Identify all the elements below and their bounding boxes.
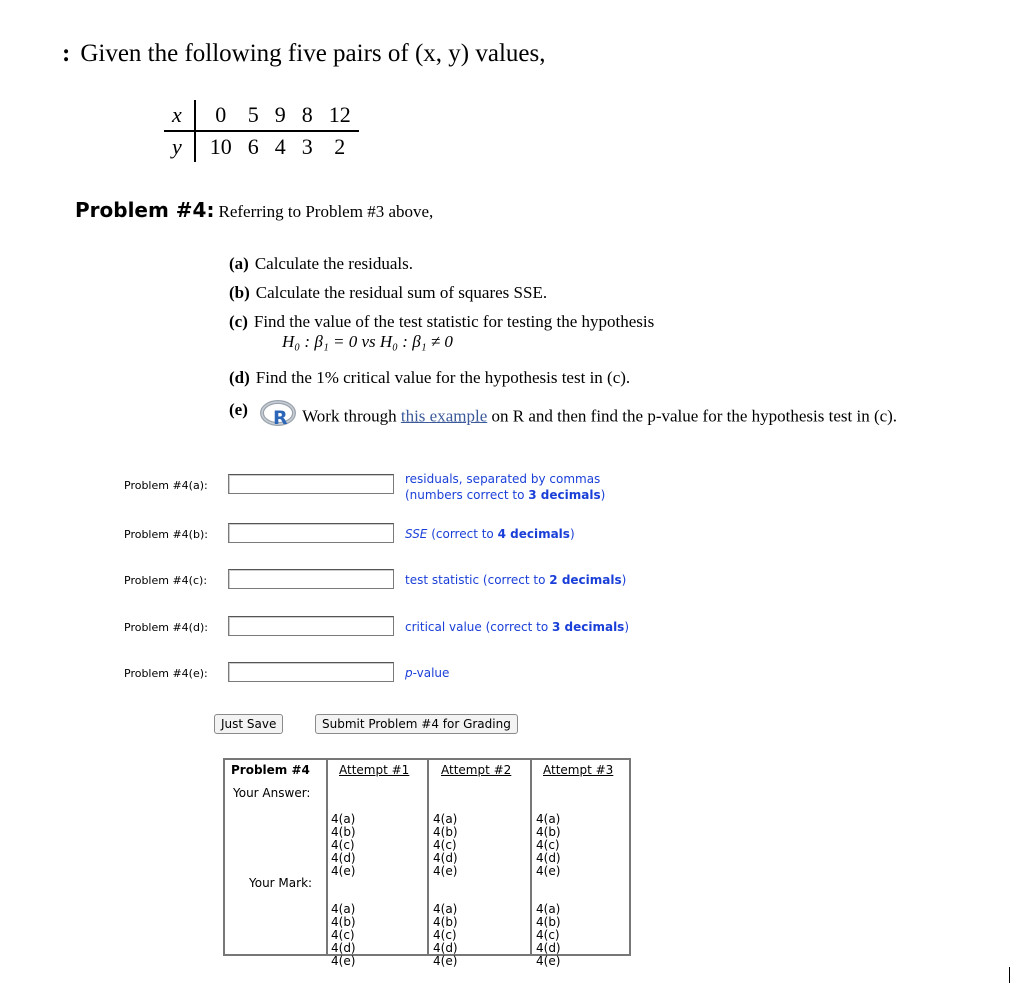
list-item: 4(e): [331, 954, 356, 968]
y-value: 2: [334, 134, 346, 159]
list-item: 4(e): [536, 954, 561, 968]
list-item: 4(d): [536, 941, 561, 955]
xy-table: [164, 100, 359, 162]
attempt-3-marks: [536, 877, 561, 994]
hint-4a-line1: residuals, separated by commas: [405, 472, 601, 486]
list-item: 4(b): [433, 825, 458, 839]
answer-label-4d: Problem #4(d):: [124, 621, 208, 634]
list-item: 4(e): [433, 864, 458, 878]
list-item: 4(c): [331, 928, 355, 942]
problem-heading: [75, 198, 433, 222]
part-d-text: Find the 1% critical value for the hypothesis test in (c).: [255, 368, 631, 387]
list-item: 4(d): [433, 941, 458, 955]
attempt-1-header: Attempt #1: [339, 763, 410, 777]
attempts-table: [223, 758, 631, 968]
list-item: 4(a): [536, 812, 561, 826]
list-item: 4(a): [433, 902, 458, 916]
intro-sentence: Given the following five pairs of (x, y) values,: [80, 40, 546, 67]
x-value: 8: [294, 100, 321, 131]
x-value: 9: [267, 100, 294, 131]
hint-4a-line2: (numbers correct to 3 decimals): [405, 488, 606, 502]
problem-description: Referring to Problem #3 above,: [218, 202, 434, 221]
answer-input-4a[interactable]: [228, 474, 394, 494]
attempt-2-marks: [433, 877, 458, 994]
part-a: [229, 254, 413, 274]
attempt-2-header: Attempt #2: [441, 763, 512, 777]
list-item: 4(c): [331, 838, 355, 852]
part-c-label: (c): [229, 312, 248, 331]
answer-label-4b: Problem #4(b):: [124, 528, 208, 541]
this-example-link[interactable]: this example: [400, 406, 488, 426]
list-item: 4(c): [536, 928, 560, 942]
column-divider: [530, 760, 532, 954]
list-item: 4(c): [433, 928, 457, 942]
x-value: 0: [195, 100, 240, 131]
x-value: 5: [240, 100, 267, 131]
svg-text:R: R: [273, 407, 288, 429]
part-e-text-before: Work through: [302, 406, 397, 426]
answer-label-4a: Problem #4(a):: [124, 479, 208, 492]
part-d: [229, 368, 630, 388]
list-item: 4(b): [536, 915, 561, 929]
r-logo-icon: [260, 400, 300, 435]
list-item: 4(b): [331, 825, 356, 839]
list-item: 4(e): [433, 954, 458, 968]
part-b: [229, 283, 547, 303]
problem-title: Problem #4:: [75, 198, 215, 222]
y-value: 3: [301, 134, 313, 159]
attempt-3-header: Attempt #3: [543, 763, 614, 777]
your-answer-label: Your Answer:: [233, 786, 311, 800]
y-label: y: [164, 131, 195, 162]
answer-input-4c[interactable]: [228, 569, 394, 589]
hint-4d: critical value (correct to 3 decimals): [405, 620, 630, 634]
list-item: 4(c): [433, 838, 457, 852]
part-b-text: Calculate the residual sum of squares SSE.: [255, 283, 548, 302]
part-d-label: (d): [229, 368, 250, 387]
list-item: 4(a): [331, 902, 356, 916]
hint-4c: test statistic (correct to 2 decimals): [405, 573, 627, 587]
answer-label-4c: Problem #4(c):: [124, 574, 208, 587]
list-item: 4(a): [433, 812, 458, 826]
part-b-label: (b): [229, 283, 250, 302]
part-c: [229, 312, 654, 332]
answer-input-4d[interactable]: [228, 616, 394, 636]
attempts-header: Problem #4: [231, 763, 310, 777]
part-e-text-after: on R and then find the p-value for the hypothesis test in (c).: [491, 406, 898, 426]
list-item: 4(e): [331, 864, 356, 878]
part-e: [229, 400, 897, 435]
submit-grading-button[interactable]: Submit Problem #4 for Grading: [315, 714, 518, 734]
list-item: 4(d): [331, 941, 356, 955]
list-item: 4(b): [536, 825, 561, 839]
list-item: 4(c): [536, 838, 560, 852]
list-item: 4(e): [536, 864, 561, 878]
list-item: 4(d): [331, 851, 356, 865]
intro-prefix: :: [62, 40, 71, 67]
part-a-label: (a): [229, 254, 249, 273]
list-item: 4(a): [331, 812, 356, 826]
y-value: 10: [209, 134, 232, 159]
list-item: 4(b): [433, 915, 458, 929]
hint-4b: SSE (correct to 4 decimals): [405, 527, 575, 541]
text-cursor: [1009, 967, 1010, 983]
y-value: 6: [247, 134, 259, 159]
part-a-text: Calculate the residuals.: [254, 254, 413, 273]
x-label: x: [164, 100, 195, 131]
answer-input-4e[interactable]: [228, 662, 394, 682]
column-divider: [326, 760, 328, 954]
hypothesis-formula: H₀ : β₁ = 0 vs H₀ : β₁ ≠ 0: [282, 332, 453, 351]
list-item: 4(a): [536, 902, 561, 916]
part-e-label: (e): [229, 400, 248, 420]
just-save-button[interactable]: Just Save: [214, 714, 283, 734]
x-value: 12: [321, 100, 359, 131]
hint-4a: [405, 471, 605, 503]
list-item: 4(b): [331, 915, 356, 929]
list-item: 4(d): [433, 851, 458, 865]
intro-text: [62, 40, 546, 68]
answer-input-4b[interactable]: [228, 523, 394, 543]
hint-4e: p-value: [405, 666, 450, 680]
your-mark-label: Your Mark:: [249, 876, 313, 890]
answer-label-4e: Problem #4(e):: [124, 667, 208, 680]
part-c-text: Find the value of the test statistic for testing the hypothesis: [253, 312, 655, 331]
y-value: 4: [274, 134, 286, 159]
attempt-1-marks: [331, 877, 356, 994]
list-item: 4(d): [536, 851, 561, 865]
column-divider: [427, 760, 429, 954]
